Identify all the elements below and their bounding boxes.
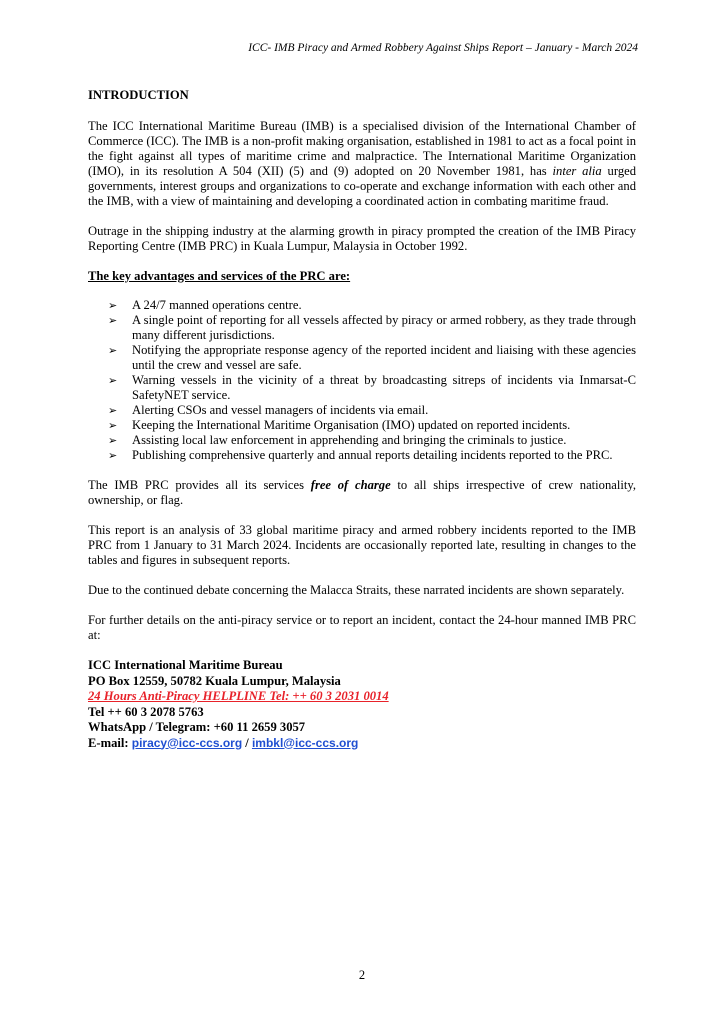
contact-email bbox=[88, 736, 636, 752]
malacca-paragraph: Due to the continued debate concerning the Malacca Straits, these narrated incidents are shown separately. bbox=[88, 583, 625, 597]
contact-org: ICC International Maritime Bureau bbox=[88, 658, 283, 672]
list-item bbox=[108, 298, 636, 313]
list-item-text: Alerting CSOs and vessel managers of incidents via email. bbox=[132, 403, 429, 417]
arrow-bullet-icon: ➢ bbox=[108, 344, 118, 357]
list-item-text: Publishing comprehensive quarterly and annual reports detailing incidents reported to the PRC. bbox=[132, 448, 613, 462]
list-item bbox=[108, 343, 636, 373]
free-service-paragraph bbox=[88, 478, 636, 508]
arrow-bullet-icon: ➢ bbox=[108, 374, 118, 387]
list-item bbox=[108, 373, 636, 403]
list-item bbox=[108, 418, 636, 433]
contact-tel: Tel ++ 60 3 2078 5763 bbox=[88, 704, 204, 719]
intro-text-a: The ICC International Maritime Bureau (IMB) is a specialised division of the International Chamber of Commerce (ICC). The IMB is a non-profit making organisation, established in 1981 to act as a focal point in the fight against all types of maritime crime and malpractice. The International Maritime Organization (IMO), in its resolution A 504 (XII) (5) and (9) adopted on 20 November 1981, has bbox=[88, 119, 636, 178]
list-item-text: Keeping the International Maritime Organisation (IMO) updated on reported incidents. bbox=[132, 418, 571, 432]
advantages-list bbox=[108, 298, 636, 463]
arrow-bullet-icon: ➢ bbox=[108, 314, 118, 327]
page-body bbox=[88, 88, 636, 751]
arrow-bullet-icon: ➢ bbox=[108, 299, 118, 312]
contact-block bbox=[88, 658, 636, 751]
email-label: E-mail: bbox=[88, 735, 132, 750]
list-item-text: A 24/7 manned operations centre. bbox=[132, 298, 302, 312]
free-of-charge-emphasis: free of charge bbox=[310, 478, 391, 492]
list-item-text: Warning vessels in the vicinity of a threat by broadcasting sitreps of incidents via Inmarsat-C SafetyNET service. bbox=[132, 373, 636, 402]
contact-address: PO Box 12559, 50782 Kuala Lumpur, Malaysia bbox=[88, 673, 341, 688]
list-item bbox=[108, 448, 636, 463]
list-item-text: Assisting local law enforcement in apprehending and bringing the criminals to justice. bbox=[132, 433, 567, 447]
list-item bbox=[108, 403, 636, 418]
arrow-bullet-icon: ➢ bbox=[108, 449, 118, 462]
intro-paragraph bbox=[88, 119, 636, 209]
contact-whatsapp: WhatsApp / Telegram: +60 11 2659 3057 bbox=[88, 720, 306, 734]
list-item-text: A single point of reporting for all vessels affected by piracy or armed robbery, as they trade through many different jurisdictions. bbox=[132, 313, 636, 342]
advantages-subheading: The key advantages and services of the PRC are: bbox=[88, 269, 351, 283]
arrow-bullet-icon: ➢ bbox=[108, 419, 118, 432]
contact-intro-paragraph: For further details on the anti-piracy service or to report an incident, contact the 24-hour manned IMB PRC at: bbox=[88, 613, 636, 642]
running-header: ICC- IMB Piracy and Armed Robbery Against Ships Report – January - March 2024 bbox=[248, 42, 638, 54]
page-number: 2 bbox=[358, 968, 366, 982]
list-item bbox=[108, 313, 636, 343]
section-heading: INTRODUCTION bbox=[88, 88, 189, 102]
list-item bbox=[108, 433, 636, 448]
email-link-imbkl[interactable]: imbkl@icc-ccs.org bbox=[251, 735, 359, 750]
free-text-b: to all ships irrespective of crew nationality, ownership, or flag. bbox=[88, 478, 636, 507]
helpline: 24 Hours Anti-Piracy HELPLINE Tel: ++ 60 3 2031 0014 bbox=[88, 689, 389, 703]
intro-italic: inter alia bbox=[552, 164, 602, 178]
arrow-bullet-icon: ➢ bbox=[108, 404, 118, 417]
history-paragraph: Outrage in the shipping industry at the alarming growth in piracy prompted the creation of the IMB Piracy Reporting Centre (IMB PRC) in Kuala Lumpur, Malaysia in October 1992. bbox=[88, 224, 636, 253]
list-item-text: Notifying the appropriate response agency of the reported incident and liaising with these agencies until the crew and vessel are safe. bbox=[132, 343, 636, 372]
analysis-paragraph: This report is an analysis of 33 global maritime piracy and armed robbery incidents reported to the IMB PRC from 1 January to 31 March 2024. Incidents are occasionally reported late, resulting in changes to the tables and figures in subsequent reports. bbox=[88, 523, 636, 567]
email-link-piracy[interactable]: piracy@icc-ccs.org bbox=[131, 735, 243, 750]
free-text-a: The IMB PRC provides all its services bbox=[88, 478, 311, 492]
intro-text-b: urged governments, interest groups and organizations to co-operate and exchange information with each other and the IMB, with a view of maintaining and developing a coordinated action in combating maritime fraud. bbox=[88, 164, 636, 208]
arrow-bullet-icon: ➢ bbox=[108, 434, 118, 447]
email-separator: / bbox=[242, 735, 252, 750]
